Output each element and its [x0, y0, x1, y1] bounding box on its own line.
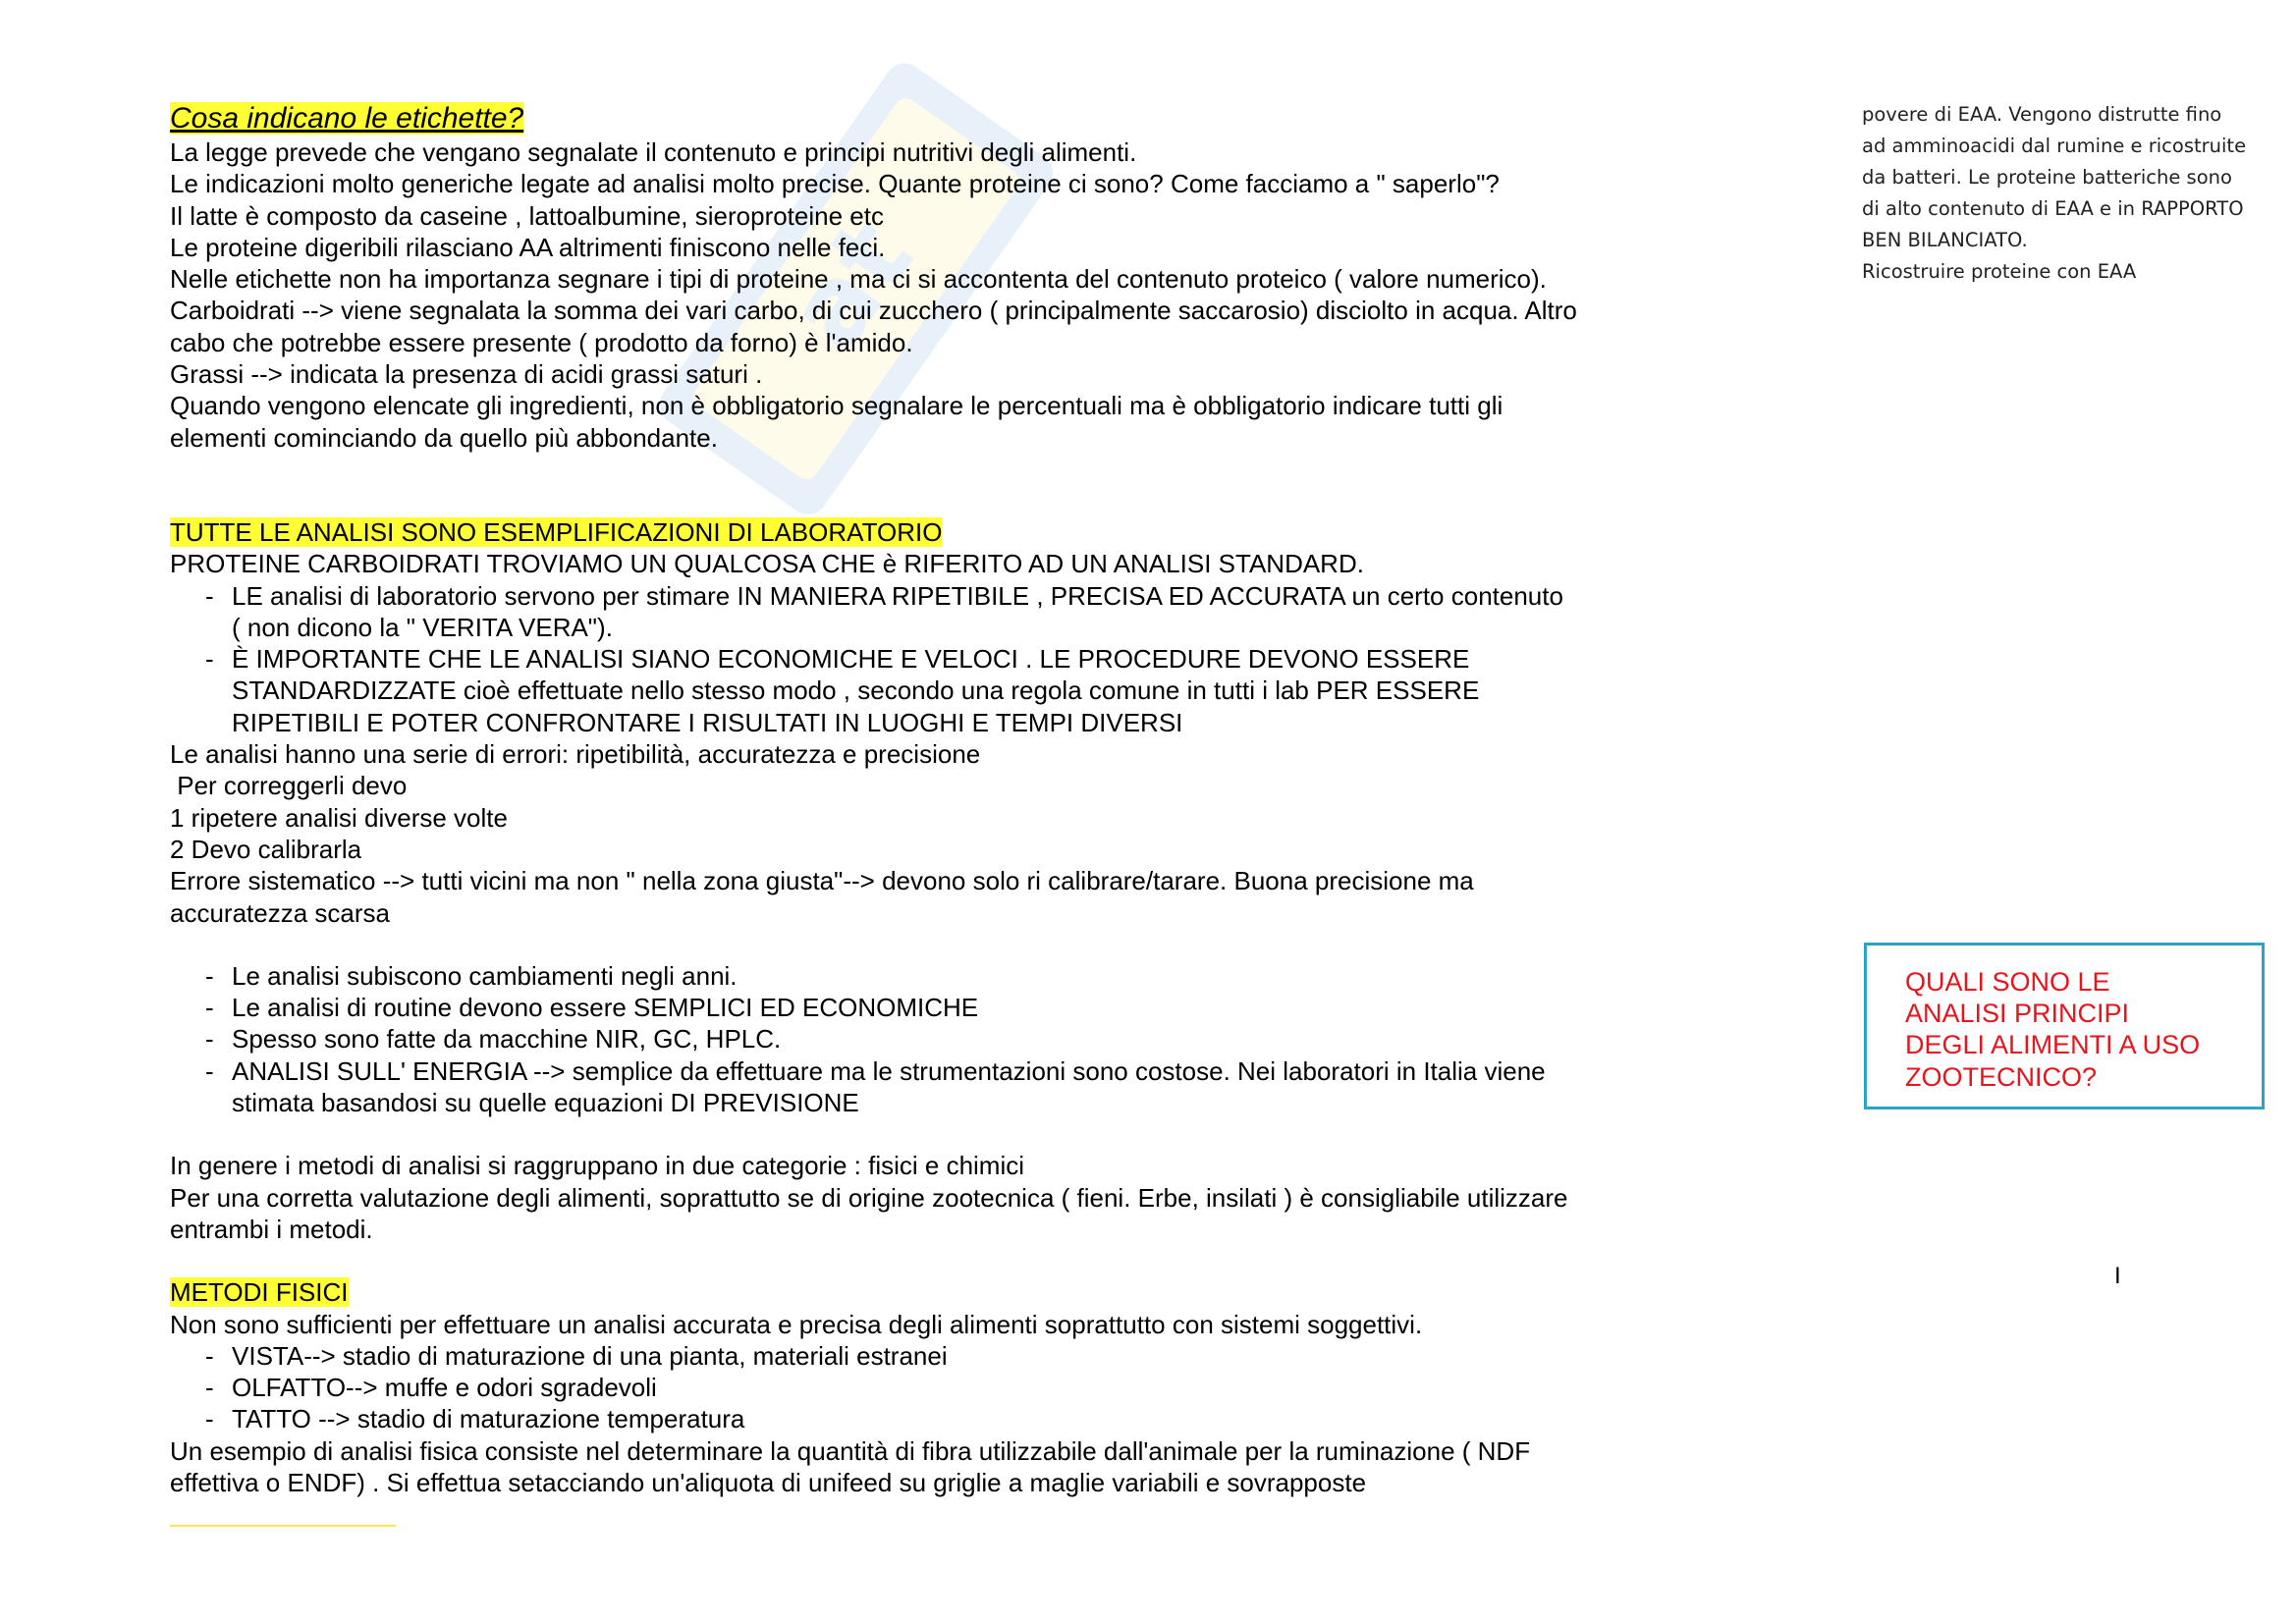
side-note [1862, 99, 2294, 288]
text-line: cabo che potrebbe essere presente ( prodotto da forno) è l'amido. [170, 327, 913, 357]
text-line: elementi cominciando da quello più abbondante. [170, 422, 718, 453]
side-note-line: di alto contenuto di EAA e in RAPPORTO [1862, 197, 2244, 220]
list-item: - Le analisi di routine devono essere SEMPLICI ED ECONOMICHE [170, 992, 1741, 1023]
text-line: Il latte è composto da caseine , lattoalbumine, sieroproteine etc [170, 200, 884, 231]
list-item: - Spesso sono fatte da macchine NIR, GC, HPLC. [170, 1023, 1741, 1054]
text-line: 2 Devo calibrarla [170, 834, 362, 864]
bullet-list-routine [170, 960, 1741, 1118]
section3-intro: Non sono sufficienti per effettuare un analisi accurata e precisa degli alimenti soprattutto con sistemi soggettivi. [170, 1309, 1423, 1339]
side-note-line: BEN BILANCIATO. [1862, 229, 2028, 251]
text-line: La legge prevede che vengano segnalate il contenuto e principi nutritivi degli alimenti. [170, 137, 1137, 167]
section2-intro: PROTEINE CARBOIDRATI TROVIAMO UN QUALCOSA CHE è RIFERITO AD UN ANALISI STANDARD. [170, 549, 1364, 579]
page-mark: I [2114, 1263, 2121, 1289]
text-line: Grassi --> indicata la presenza di acidi grassi saturi . [170, 359, 763, 390]
side-note-line: da batteri. Le proteine batteriche sono [1862, 166, 2232, 189]
list-item: - OLFATTO--> muffe e odori sgradevoli [170, 1372, 1741, 1403]
section-title-analisi: TUTTE LE ANALISI SONO ESEMPLIFICAZIONI DI LABORATORIO [170, 516, 943, 547]
text-line: accuratezza scarsa [170, 897, 390, 928]
list-item: - VISTA--> stadio di maturazione di una pianta, materiali estranei [170, 1340, 1741, 1372]
section-title-metodi-fisici: METODI FISICI [170, 1277, 349, 1308]
question-line: ZOOTECNICO? [1905, 1061, 2098, 1092]
text-line: Le proteine digeribili rilasciano AA altrimenti finiscono nelle feci. [170, 232, 886, 262]
text-line: entrambi i metodi. [170, 1214, 373, 1244]
text-line: Errore sistematico --> tutti vicini ma non " nella zona giusta"--> devono solo ri calibrare/tarare. Buona precisione ma [170, 866, 1474, 896]
question-line: ANALISI PRINCIPI [1905, 999, 2130, 1029]
text-line: Carboidrati --> viene segnalata la somma dei vari carbo, di cui zucchero ( principalmente saccarosio) disciolto in acqua. Altro [170, 296, 1577, 326]
side-note-line: povere di EAA. Vengono distrutte fino [1862, 103, 2222, 126]
side-note-line: Ricostruire proteine con EAA [1862, 260, 2137, 283]
list-item: - TATTO --> stadio di maturazione temperatura [170, 1403, 1741, 1434]
text-line: Un esempio di analisi fisica consiste nel determinare la quantità di fibra utilizzabile dall'animale per la ruminazione ( NDF [170, 1435, 1531, 1466]
question-line: DEGLI ALIMENTI A USO [1905, 1030, 2201, 1060]
text-line: In genere i metodi di analisi si raggruppano in due categorie : fisici e chimici [170, 1151, 1025, 1181]
text-line: 1 ripetere analisi diverse volte [170, 802, 508, 833]
bullet-list-sensi [170, 1340, 1741, 1435]
list-item: - LE analisi di laboratorio servono per stimare IN MANIERA RIPETIBILE , PRECISA ED ACCURATA un certo contenuto ( non dicono la " VERITA VERA"). [170, 580, 1741, 644]
question-line: QUALI SONO LE [1905, 967, 2110, 997]
text-line: Le analisi hanno una serie di errori: ripetibilità, accuratezza e precisione [170, 739, 981, 770]
main-content [170, 101, 1741, 1498]
section1-body [170, 136, 1741, 454]
list-item: - È IMPORTANTE CHE LE ANALISI SIANO ECONOMICHE E VELOCI . LE PROCEDURE DEVONO ESSERE STANDARDIZZATE cioè effettuate nello stesso modo , secondo una regola comune in tutti i lab PER ESSERE RIPETIBILI E POTER CONFRONTARE I RISULTATI IN LUOGHI E TEMPI DIVERSI [170, 643, 1741, 738]
text-line: Quando vengono elencate gli ingredienti, non è obbligatorio segnalare le percentuali ma è obbligatorio indicare tutti gli [170, 391, 1503, 421]
text-line: Per correggerli devo [170, 771, 408, 801]
svg-text:at: at [762, 197, 938, 372]
list-item: - ANALISI SULL' ENERGIA --> semplice da effettuare ma le strumentazioni sono costose. Nei laboratori in Italia viene stimata basandosi su quelle equazioni DI PREVISIONE [170, 1055, 1741, 1119]
text-line: Per una corretta valutazione degli alimenti, soprattutto se di origine zootecnica ( fieni. Erbe, insilati ) è consigliabile utilizzare [170, 1182, 1568, 1213]
text-line: Nelle etichette non ha importanza segnare i tipi di proteine , ma ci si accontenta del contenuto proteico ( valore numerico). [170, 264, 1547, 295]
question-callout-box [1864, 943, 2265, 1109]
bullet-list-analisi [170, 580, 1741, 738]
text-line: effettiva o ENDF) . Si effettua setacciando un'aliquota di unifeed su griglie a maglie variabili e sovrapposte [170, 1467, 1367, 1497]
highlight-divider [170, 1525, 396, 1527]
side-note-line: ad amminoacidi dal rumine e ricostruite [1862, 135, 2247, 157]
list-item: - Le analisi subiscono cambiamenti negli anni. [170, 960, 1741, 992]
text-line: Le indicazioni molto generiche legate ad analisi molto precise. Quante proteine ci sono? Come facciamo a " saperlo"? [170, 169, 1500, 199]
section-title-etichette: Cosa indicano le etichette? [170, 102, 524, 135]
